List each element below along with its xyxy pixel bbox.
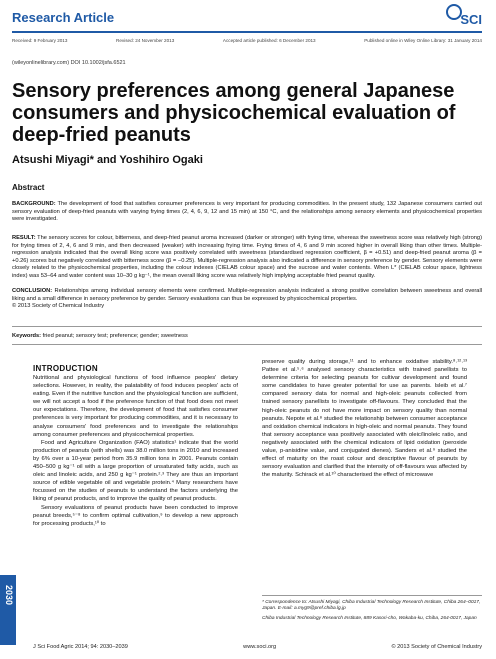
introduction-heading: INTRODUCTION — [33, 364, 98, 373]
keywords-text: fried peanut; sensory test; preference; gender; sweetness — [42, 333, 188, 339]
footnote — [262, 600, 482, 625]
footer-copyright: © 2013 Society of Chemical Industry — [391, 644, 482, 650]
revised-date: Revised: 24 November 2013 — [116, 38, 175, 43]
article-title: Sensory preferences among general Japanese consumers and physicochemical evaluation of deep-fried peanuts — [12, 80, 456, 146]
result-label: RESULT: — [12, 235, 36, 241]
intro-para-2: Food and Agriculture Organization (FAO) statistics¹ indicate that the world production of peanuts (with shells) was 38.0 million tons in 2010 and increased by 6% over a 10-year period from 35.9 million tons in 2001. Peanuts contain 450–500 g kg⁻¹ oil with a large proportion of unsaturated fatty acids, such as oleic and linoleic acids, and 250 g kg⁻¹ protein.²˒³ They are thus an important source of edible vegetable oil and vegetable protein.⁴ Many researchers have focussed on the studies of peanuts to understand the factors underlying the liking of peanut products, and to improve the quality of peanut products. — [33, 439, 238, 503]
intro-para-3: Sensory evaluations of peanut products have been conducted to improve peanut breeds,⁵⁻⁸ to confirm optimal cultivation,⁹ to develop a new approach for processing products,¹⁰ to — [33, 504, 238, 527]
intro-para-1: Nutritional and physiological functions of food influence peoples' dietary selections. However, in reality, the palatability of food induces peoples' acts of eating. Even if the nutritive function and the physiological function are sufficient, we will not accept a food if the preference function of that food does not meet our expectations. Therefore, the development of food that satisfies consumer preferences is very important for producing commodities, and it is necessary to analyse consumers' food preferences and to investigate the relationships among consumer preferences and physicochemical properties. — [33, 375, 238, 438]
page-footer — [33, 644, 482, 650]
page-number-tab — [0, 575, 16, 645]
abstract-copyright: © 2013 Society of Chemical Industry — [12, 303, 105, 309]
section-label: Research Article — [12, 10, 115, 25]
conclusion-label: CONCLUSION: — [12, 288, 53, 294]
abstract-result — [12, 235, 482, 280]
doi-line[interactable]: (wileyonlinelibrary.com) DOI 10.1002/jsfa.6521 — [12, 60, 126, 66]
correspondence-note: * Correspondence to: Atsushi Miyagi, Chiba Industrial Technology Research Institute, Chiba 264–0017, Japan. E-mail: a.myg9@pref.chiba.lg.jp — [262, 600, 481, 612]
left-column — [33, 374, 238, 528]
abstract-background — [12, 201, 482, 224]
intro-para-4: preserve quality during storage,¹¹ and to enhance oxidative stability.⁸˒¹²˒¹³ Pattee et al.⁵˒⁶ analysed sensory characteristics with trained panellists to determine criteria for selecting peanuts for cultivar development and found some candidates to have greater potential for use as parents. Isleib et al.⁷ compared sensory data for normal and high-oleic peanuts collected from trained sensory panellists to investigate off-flavours. They concluded that the high-oleic peanuts do not have more impact on sensory quality than normal peanuts. Nepote et al.⁸ studied the relationship between consumer acceptance and oxidation chemical indicators in high-oleic and normal peanuts. They found that sensory acceptance was positively associated with oleic/linoleic ratio, and negatively associated with the chemical indicators of lipid oxidation (peroxide value, p-anisidine value, and conjugated dienes). Sanders et al.⁹ studied the effect of maturity on the roast colour and descriptive flavour of peanuts by sensory evaluation and clarified that the intensity of off-flavours was affected by the maturity. Schirack et al.¹⁰ characterised the effect of microwave — [262, 359, 467, 479]
sci-logo — [442, 4, 482, 30]
divider-top — [12, 326, 482, 327]
page-number: 2030 — [4, 585, 14, 606]
background-text: The development of food that satisfies consumer preferences is very important for producing commodities. In the present study, 132 Japanese consumers carried out sensory evaluation of deep-fried peanuts with varying frying times (2, 4, 6, 9, 12 and 15 min) at 150 °C, and the relationships among sensory elements and physicochemical properties were investigated. — [12, 201, 483, 222]
footnote-rule — [262, 595, 482, 596]
conclusion-text: Relationships among individual sensory elements were confirmed. Multiple-regression analysis indicated a strong positive correlation between sweetness and overall liking and a small difference in sensory preference by gender. Sensory evaluations can thus be expressed by physicochemical properties. — [12, 288, 482, 302]
divider-bottom — [12, 344, 482, 345]
footer-journal: J Sci Food Agric 2014; 94: 2030–2039 — [33, 644, 128, 650]
section-header — [12, 7, 482, 33]
footer-website[interactable]: www.soci.org — [243, 644, 277, 650]
abstract-heading: Abstract — [12, 183, 45, 192]
sci-logo-text: SCI — [460, 12, 482, 27]
published-date: Published online in Wiley Online Library: 31 January 2014 — [364, 38, 482, 43]
background-label: BACKGROUND: — [12, 201, 56, 207]
accepted-date: Accepted article published: 6 December 2013 — [222, 38, 316, 43]
right-column — [262, 358, 467, 479]
keywords — [12, 333, 188, 339]
result-text: The sensory scores for colour, bitterness, and deep-fried peanut aroma increased (darker or stronger) with frying time, whereas the sweetness score was relatively high (strong) for frying times of 2, 4, 6 and 9 min, and then decreased (weaker) with increasing frying time. Frying times of 4, 6 and 9 min scored higher in overall liking than other times. Multiple-regression analysis indicated that the overall liking score was positively correlated with sweetness (standardised regression coefficient, β = +0.51) and deep-fried peanut aroma (β = +0.26) scores but negatively correlated with bitterness score (β = −0.25). Multiple-regression analysis also indicated a difference in sensory preference by gender. Sensory elements were closely related to the physicochemical properties, including the colour indexes (CIELAB colour space) and the sucrose and water contents. When L* (CIELAB colour space, lightness index) was 53–64 and water content was 10–30 g kg⁻¹, the mean overall liking score was relatively high implying acceptable fried peanut quality. — [12, 235, 482, 279]
affiliation-note: Chiba Industrial Technology Research Institute, 889 Kasori-cho, Wakaba-ku, Chiba, 264-0017, Japan — [262, 615, 477, 621]
authors: Atsushi Miyagi* and Yoshihiro Ogaki — [12, 154, 203, 166]
publication-dates — [12, 38, 482, 43]
keywords-label: Keywords: — [12, 333, 42, 339]
abstract-conclusion — [12, 288, 482, 311]
received-date: Received: 9 February 2013 — [12, 38, 68, 43]
